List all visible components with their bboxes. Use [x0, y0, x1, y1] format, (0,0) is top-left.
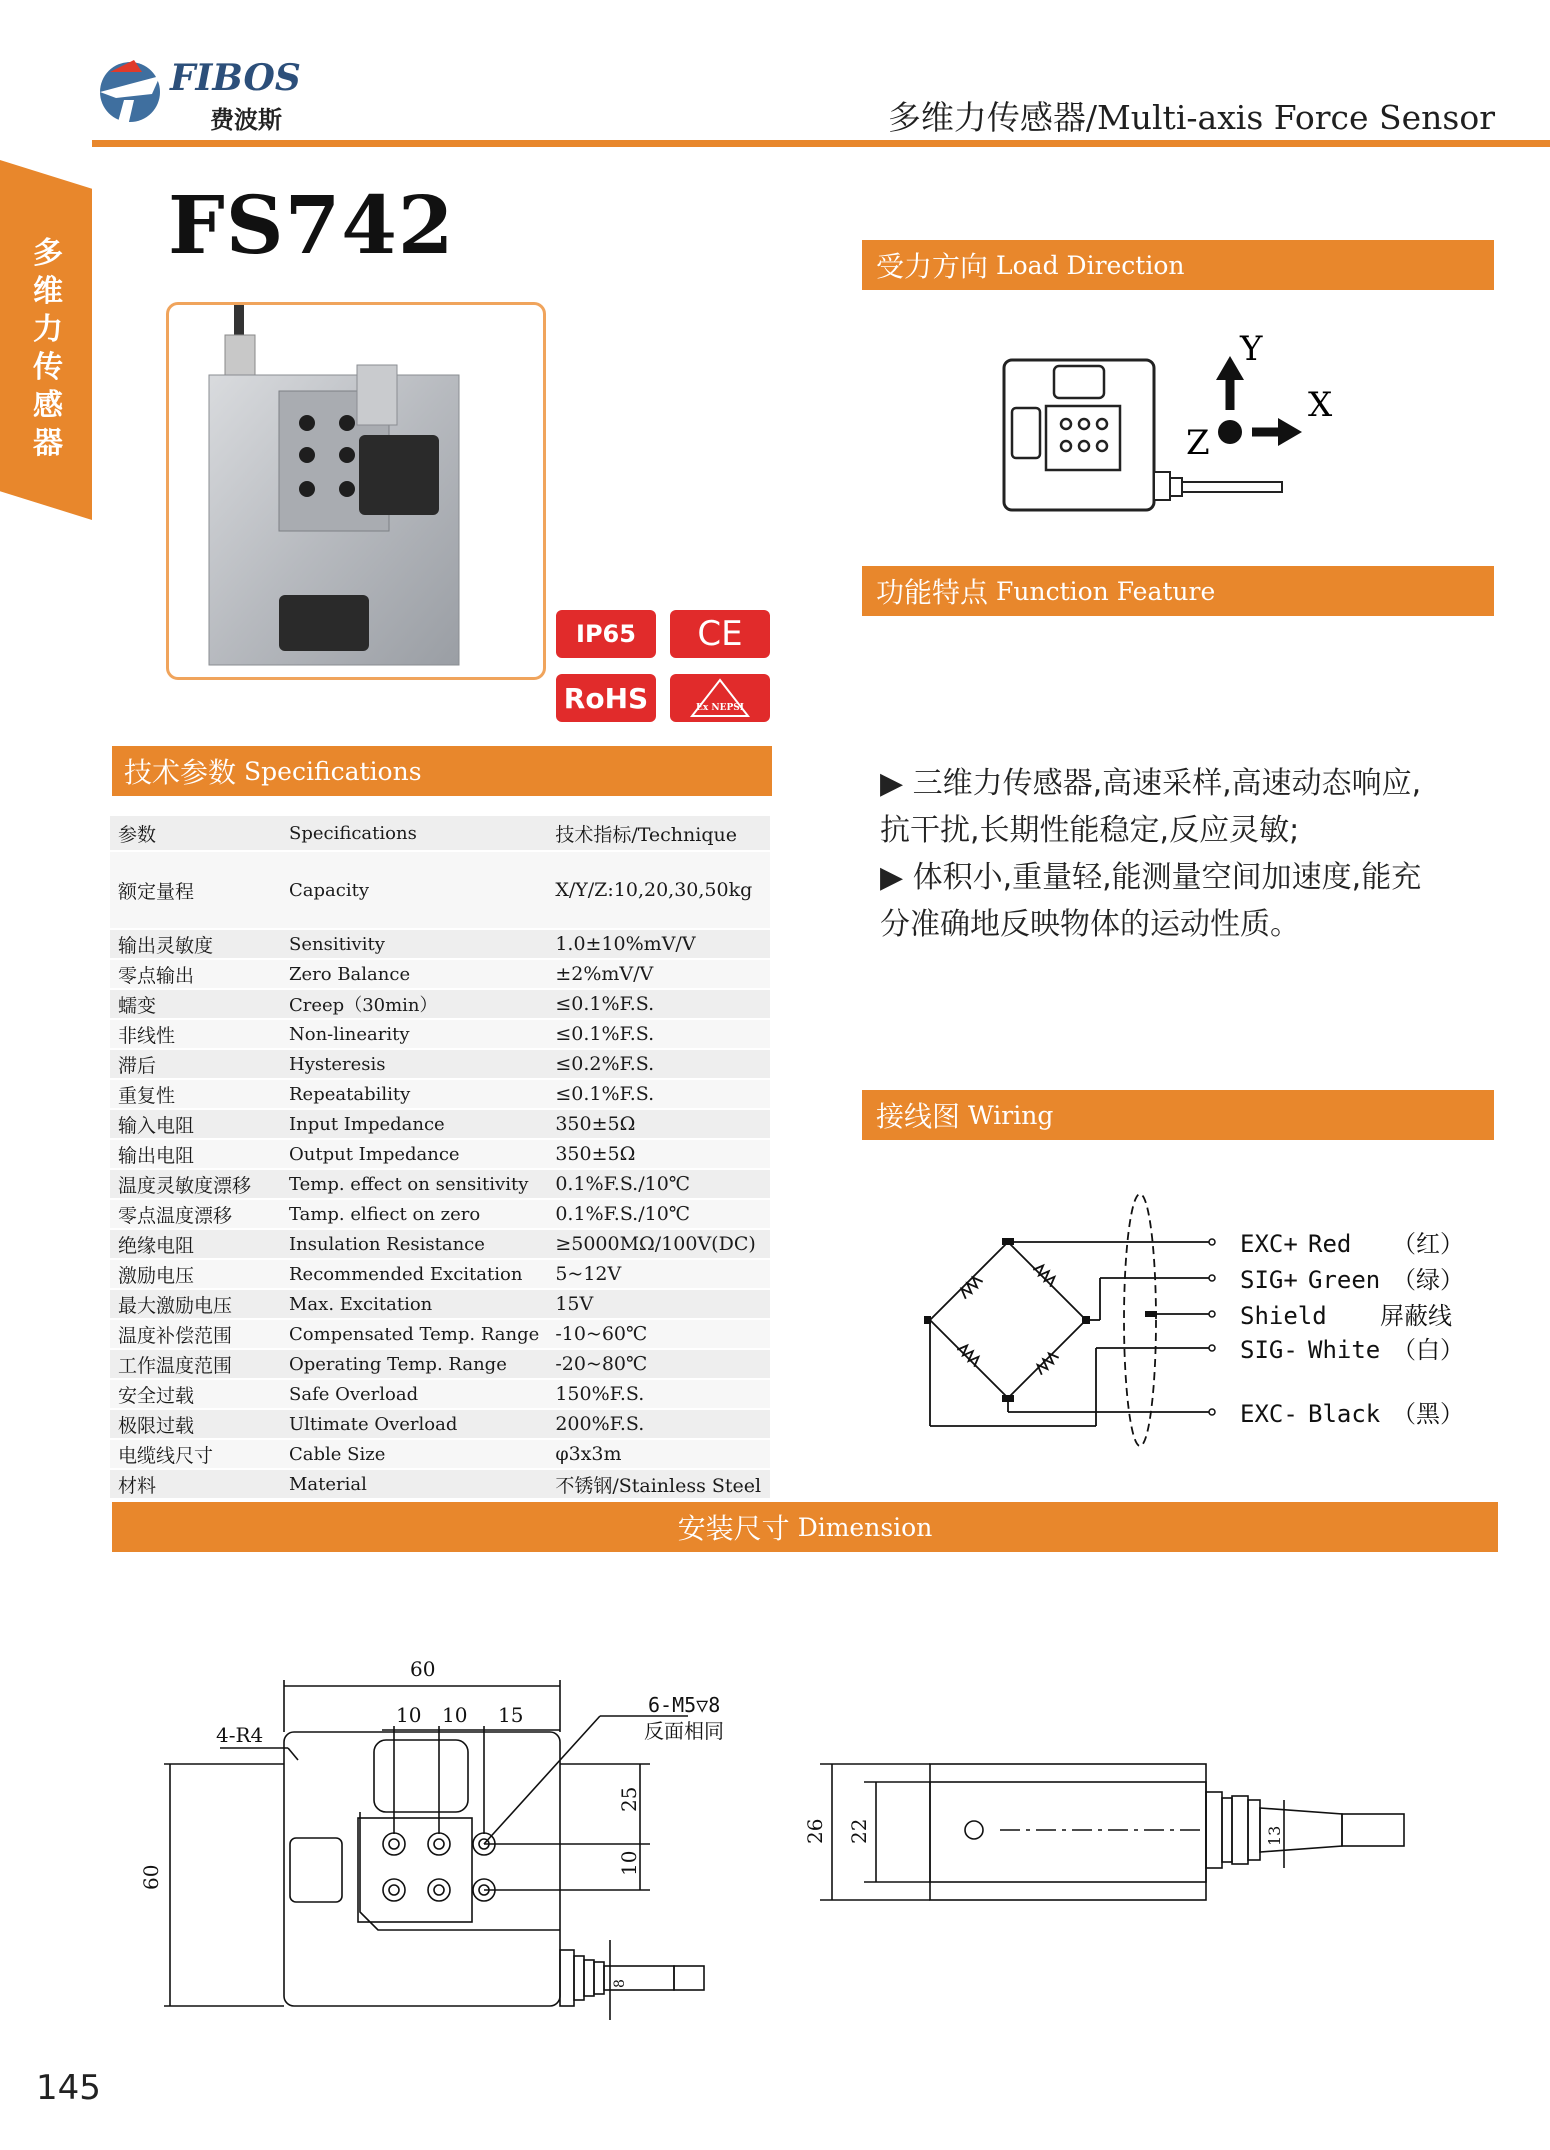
table-row: [110, 1109, 770, 1139]
spec-value-cell: 不锈钢/Stainless Steel: [547, 1469, 770, 1499]
ex-nepsi-icon: [690, 678, 750, 718]
spec-param-cell: 重复性: [110, 1079, 281, 1109]
table-row: [110, 851, 770, 929]
dimension-title-cn: 安装尺寸: [677, 1512, 790, 1545]
spec-name-cell: Output Impedance: [281, 1139, 547, 1169]
table-row: [110, 929, 770, 959]
spec-param-cell: 零点输出: [110, 959, 281, 989]
table-row: [110, 1289, 770, 1319]
product-photo: [166, 302, 546, 680]
spec-param-cell: 材料: [110, 1469, 281, 1499]
wiring-title-en: Wiring: [968, 1100, 1054, 1130]
table-row: [110, 1229, 770, 1259]
table-row: [110, 1379, 770, 1409]
dim-thread-label: 6-M5▽8: [648, 1693, 721, 1717]
spec-value-cell: 5~12V: [547, 1259, 770, 1289]
wire-sig-plus-cn: （绿）: [1392, 1266, 1460, 1294]
z-axis-dot-icon: [1218, 420, 1242, 444]
dim-offset-label: 15: [498, 1703, 524, 1727]
ip65-badge: IP65: [556, 610, 656, 658]
side-tab-label: 多维力传感器: [33, 236, 63, 461]
spec-value-cell: ≤0.1%F.S.: [547, 1019, 770, 1049]
dim-cable-label: 13: [1265, 1825, 1284, 1846]
spec-value-cell: ±2%mV/V: [547, 959, 770, 989]
wiring-title-cn: 接线图: [876, 1100, 961, 1133]
table-row: [110, 1049, 770, 1079]
spec-param-cell: 温度灵敏度漂移: [110, 1169, 281, 1199]
dim-radius-label: 4-R4: [216, 1723, 264, 1747]
axis-y-label: Y: [1240, 330, 1263, 369]
spec-name-cell: Insulation Resistance: [281, 1229, 547, 1259]
spec-value-cell: 1.0±10%mV/V: [547, 929, 770, 959]
spec-value-cell: -10~60℃: [547, 1319, 770, 1349]
specifications-header: [112, 746, 772, 796]
spec-name-cell: Non-linearity: [281, 1019, 547, 1049]
wire-exc-minus-signal: EXC-: [1240, 1400, 1298, 1428]
spec-value-cell: 150%F.S.: [547, 1379, 770, 1409]
table-row: [110, 989, 770, 1019]
spec-param-cell: 额定量程: [110, 851, 281, 929]
table-row: [110, 1319, 770, 1349]
wire-shield-signal: Shield: [1240, 1302, 1327, 1330]
wiring-diagram: [900, 1180, 1460, 1450]
spec-value-cell: ≥5000MΩ/100V(DC): [547, 1229, 770, 1259]
wiring-header: [862, 1090, 1494, 1140]
spec-value-cell: 0.1%F.S./10℃: [547, 1169, 770, 1199]
spec-name-cell: Ultimate Overload: [281, 1409, 547, 1439]
table-row: [110, 1409, 770, 1439]
wire-exc-minus-color: Black: [1308, 1400, 1381, 1428]
dim-spacing-2-label: 10: [442, 1703, 468, 1727]
page-title: 多维力传感器/Multi-axis Force Sensor: [887, 98, 1495, 137]
feature-line: 抗干扰,长期性能稳定,反应灵敏;: [880, 813, 1300, 848]
spec-value-cell: 350±5Ω: [547, 1109, 770, 1139]
spec-param-cell: 输出电阻: [110, 1139, 281, 1169]
wire-sig-minus-color: White: [1308, 1336, 1381, 1364]
feature-line: ▶ 三维力传感器,高速采样,高速动态响应,: [880, 766, 1422, 801]
spec-param-cell: 极限过载: [110, 1409, 281, 1439]
function-feature-title-cn: 功能特点: [876, 576, 989, 609]
spec-name-cell: Tamp. elfiect on zero: [281, 1199, 547, 1229]
spec-name-cell: Hysteresis: [281, 1049, 547, 1079]
spec-name-cell: Capacity: [281, 851, 547, 929]
spec-name-cell: Input Impedance: [281, 1109, 547, 1139]
header-param: 参数: [110, 816, 281, 851]
rohs-badge: RoHS: [556, 674, 656, 722]
x-arrow-icon: [1278, 418, 1302, 446]
table-row: [110, 1139, 770, 1169]
function-feature-title-en: Function Feature: [996, 576, 1216, 606]
header-technique: 技术指标/Technique: [547, 816, 770, 851]
spec-param-cell: 输入电阻: [110, 1109, 281, 1139]
dim-10-label: 10: [617, 1850, 641, 1876]
spec-name-cell: Creep（30min）: [281, 989, 547, 1019]
spec-value-cell: 15V: [547, 1289, 770, 1319]
table-row: [110, 1349, 770, 1379]
function-feature-header: [862, 566, 1494, 616]
spec-name-cell: Max. Excitation: [281, 1289, 547, 1319]
model-number: FS742: [168, 178, 455, 272]
spec-table-header: [110, 816, 770, 851]
spec-value-cell: ≤0.1%F.S.: [547, 1079, 770, 1109]
brand-name: FIBOS: [170, 57, 301, 99]
spec-name-cell: Repeatability: [281, 1079, 547, 1109]
wire-exc-minus-cn: （黑）: [1392, 1400, 1460, 1428]
spec-param-cell: 安全过载: [110, 1379, 281, 1409]
load-direction-diagram: [1000, 330, 1360, 530]
svg-text:Ex NEPSI: Ex NEPSI: [696, 703, 744, 713]
spec-param-cell: 输出灵敏度: [110, 929, 281, 959]
spec-value-cell: 0.1%F.S./10℃: [547, 1199, 770, 1229]
spec-param-cell: 最大激励电压: [110, 1289, 281, 1319]
load-direction-title-cn: 受力方向: [876, 250, 989, 283]
spec-name-cell: Recommended Excitation: [281, 1259, 547, 1289]
header-divider: [92, 140, 1550, 147]
spec-name-cell: Operating Temp. Range: [281, 1349, 547, 1379]
ce-badge: CE: [670, 610, 770, 658]
specifications-title-en: Specifications: [244, 756, 422, 786]
spec-name-cell: Material: [281, 1469, 547, 1499]
spec-param-cell: 非线性: [110, 1019, 281, 1049]
brand-logo: [90, 50, 320, 140]
dim-side-inner-label: 22: [847, 1818, 871, 1844]
wire-exc-plus-signal: EXC+: [1240, 1230, 1298, 1258]
dim-width-label: 60: [410, 1657, 436, 1681]
spec-name-cell: Zero Balance: [281, 959, 547, 989]
dim-25-label: 25: [617, 1786, 641, 1812]
wire-sig-plus-color: Green: [1308, 1266, 1381, 1294]
spec-value-cell: 350±5Ω: [547, 1139, 770, 1169]
spec-name-cell: Safe Overload: [281, 1379, 547, 1409]
page-number: 145: [36, 2068, 101, 2108]
spec-name-cell: Temp. effect on sensitivity: [281, 1169, 547, 1199]
spec-name-cell: Sensitivity: [281, 929, 547, 959]
specifications-title-cn: 技术参数: [124, 756, 237, 789]
spec-param-cell: 电缆线尺寸: [110, 1439, 281, 1469]
wire-exc-plus-color: Red: [1308, 1230, 1352, 1258]
brand-name-cn: 费波斯: [210, 105, 282, 134]
axis-z-label: Z: [1186, 423, 1210, 463]
dim-side-outer-label: 26: [803, 1818, 827, 1844]
dim-height-label: 60: [139, 1864, 163, 1890]
spec-name-cell: Cable Size: [281, 1439, 547, 1469]
dim-cable-2-label: 8: [612, 1979, 628, 1988]
wire-shield-cn: 屏蔽线: [1380, 1302, 1452, 1330]
wire-sig-minus-signal: SIG-: [1240, 1336, 1298, 1364]
feature-list: [880, 760, 1500, 948]
spec-param-cell: 蠕变: [110, 989, 281, 1019]
spec-value-cell: X/Y/Z:10,20,30,50kg: [547, 851, 770, 929]
spec-value-cell: ≤0.1%F.S.: [547, 989, 770, 1019]
table-row: [110, 1199, 770, 1229]
spec-param-cell: 零点温度漂移: [110, 1199, 281, 1229]
table-row: [110, 1439, 770, 1469]
dimension-front-view: [120, 1600, 820, 2050]
feature-line: 分准确地反映物体的运动性质。: [880, 907, 1300, 942]
wire-sig-minus-cn: （白）: [1392, 1336, 1460, 1364]
spec-param-cell: 绝缘电阻: [110, 1229, 281, 1259]
spec-param-cell: 工作温度范围: [110, 1349, 281, 1379]
load-direction-header: [862, 240, 1494, 290]
load-direction-title-en: Load Direction: [996, 250, 1185, 280]
spec-table: [110, 816, 770, 1500]
spec-value-cell: φ3x3m: [547, 1439, 770, 1469]
axis-x-label: X: [1308, 385, 1333, 425]
spec-name-cell: Compensated Temp. Range: [281, 1319, 547, 1349]
spec-param-cell: 激励电压: [110, 1259, 281, 1289]
spec-value-cell: 200%F.S.: [547, 1409, 770, 1439]
table-row: [110, 959, 770, 989]
dimension-side-view: [780, 1740, 1460, 1920]
wire-exc-plus-cn: （红）: [1392, 1230, 1460, 1258]
table-row: [110, 1259, 770, 1289]
dim-thread-note: 反面相同: [644, 1719, 724, 1743]
spec-param-cell: 温度补偿范围: [110, 1319, 281, 1349]
table-row: [110, 1079, 770, 1109]
spec-value-cell: -20~80℃: [547, 1349, 770, 1379]
table-row: [110, 1019, 770, 1049]
spec-value-cell: ≤0.2%F.S.: [547, 1049, 770, 1079]
table-row: [110, 1469, 770, 1499]
header-spec: Specifications: [281, 816, 547, 851]
dim-spacing-1-label: 10: [396, 1703, 422, 1727]
wire-sig-plus-signal: SIG+: [1240, 1266, 1298, 1294]
feature-line: ▶ 体积小,重量轻,能测量空间加速度,能充: [880, 860, 1422, 895]
dimension-header: [112, 1502, 1498, 1552]
table-row: [110, 1169, 770, 1199]
ex-nepsi-badge: [670, 674, 770, 722]
dimension-title-en: Dimension: [797, 1512, 933, 1542]
spec-param-cell: 滞后: [110, 1049, 281, 1079]
logo-mark-icon: [100, 60, 160, 126]
